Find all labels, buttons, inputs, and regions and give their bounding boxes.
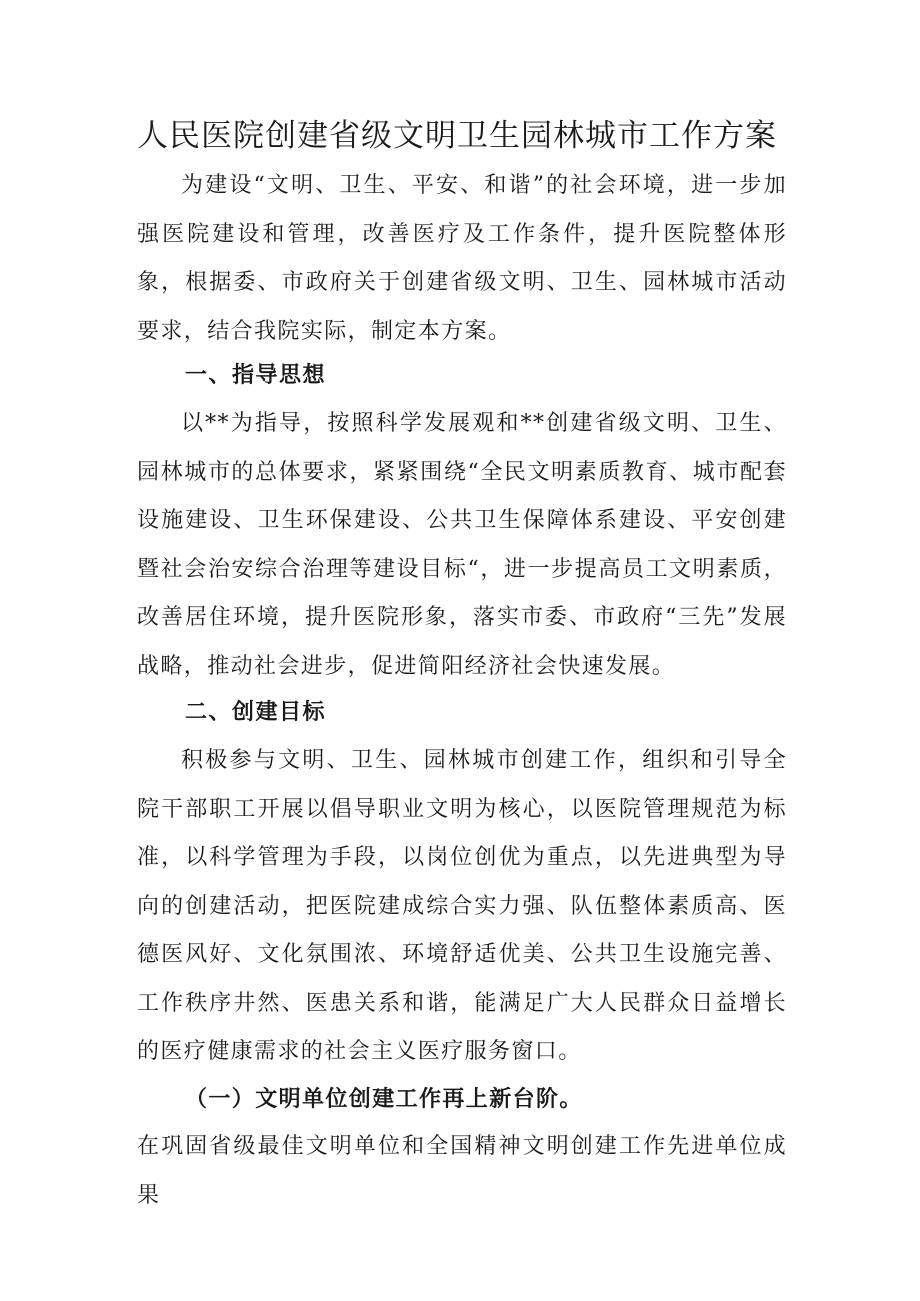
section-body-guiding-ideology: 以**为指导，按照科学发展观和**创建省级文明、卫生、园林城市的总体要求，紧紧围绕“全民文明素质教育、城市配套设施建设、卫生环保建设、公共卫生保障体系建设、平安创建暨社会治安综合治理等建设目标“，进一步提高员工文明素质，改善居住环境，提升医院形象，落实市委、市政府“三先”发展战略，推动社会进步，促进简阳经济社会快速发展。 <box>137 411 787 679</box>
section-heading-goals: 二、创建目标 <box>185 700 327 725</box>
subsection-heading-civilized-unit: （一）文明单位创建工作再上新台阶。 <box>185 1086 583 1112</box>
section-body-goals: 积极参与文明、卫生、园林城市创建工作，组织和引导全院干部职工开展以倡导职业文明为核心，以医院管理规范为标准，以科学管理为手段，以岗位创优为重点，以先进典型为导向的创建活动，把医院建成综合实力强、队伍整体素质高、医德医风好、文化氛围浓、环境舒适优美、公共卫生设施完善、工作秩序井然、医患关系和谐，能满足广大人民群众日益增长的医疗健康需求的社会主义医疗服务窗口。 <box>137 748 787 1064</box>
section-heading-guiding-ideology: 一、指导思想 <box>185 363 327 388</box>
document-title: 人民医院创建省级文明卫生园林城市工作方案 <box>137 118 777 154</box>
intro-paragraph: 为建设“文明、卫生、平安、和谐”的社会环境，进一步加强医院建设和管理，改善医疗及工作条件，提升医院整体形象，根据委、市政府关于创建省级文明、卫生、园林城市活动要求，结合我院实际，制定本方案。 <box>137 173 787 344</box>
subsection-body-civilized-unit: 在巩固省级最佳文明单位和全国精神文明创建工作先进单位成果 <box>137 1134 787 1208</box>
